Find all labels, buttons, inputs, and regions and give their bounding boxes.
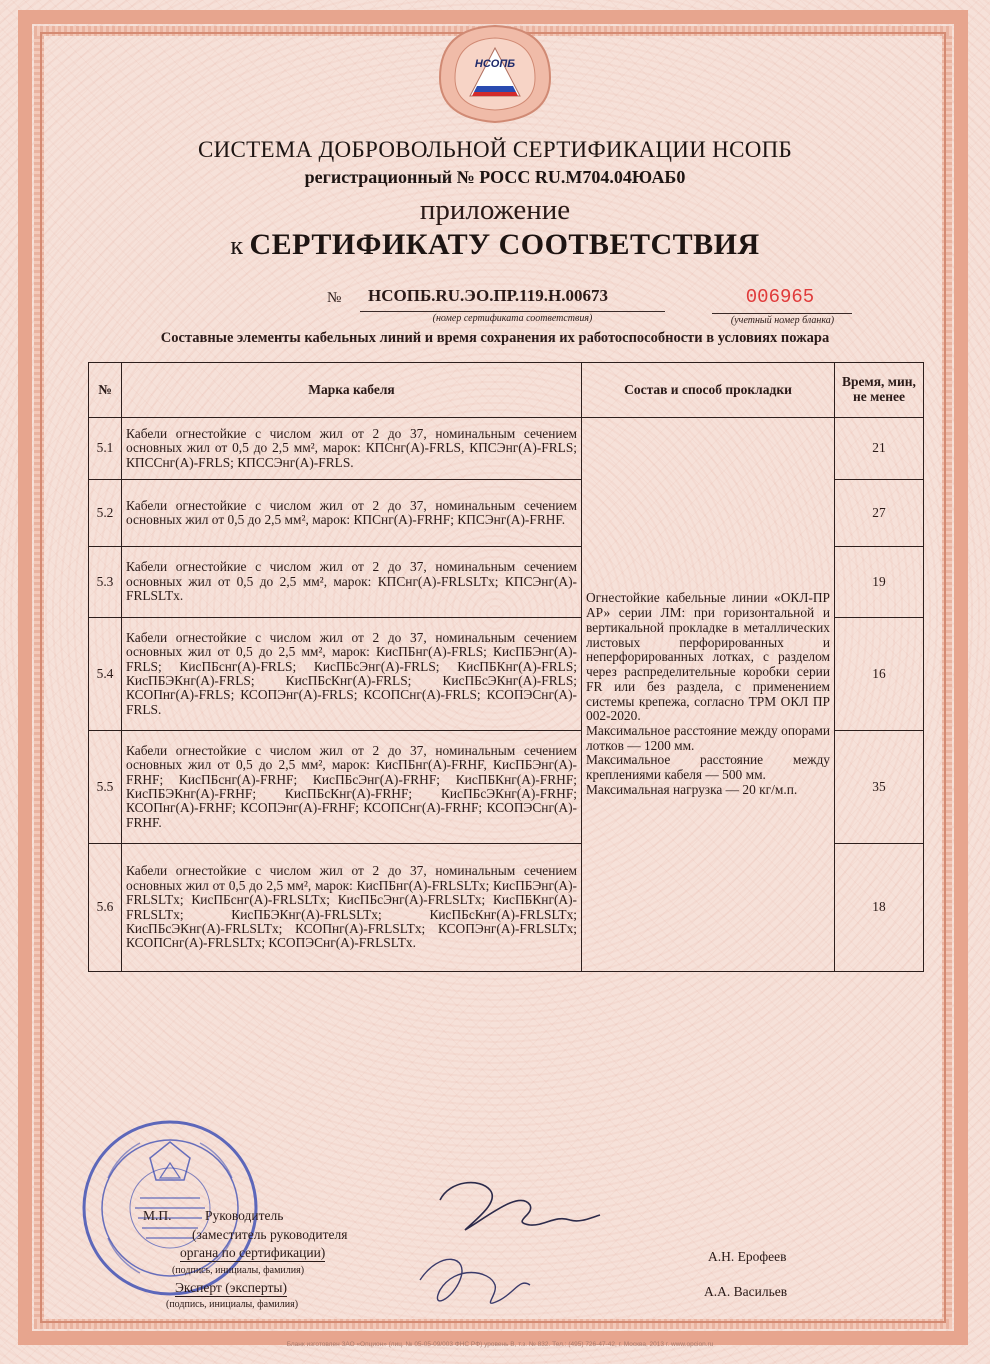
row-time: 16 [835, 618, 924, 731]
cable-table [88, 362, 924, 972]
row-num: 5.5 [89, 731, 122, 844]
certificate-number: НСОПБ.RU.ЭО.ПР.119.Н.00673 [368, 286, 608, 305]
blank-number-caption: (учетный номер бланка) [730, 315, 835, 326]
row-time: 35 [835, 731, 924, 844]
body-label: органа по сертификации) [180, 1245, 326, 1260]
signature-caption-2: (подпись, инициалы, фамилия) [166, 1299, 299, 1310]
table-header-row [89, 363, 924, 418]
row-num: 5.1 [89, 418, 122, 480]
method-text-4: Максимальная нагрузка — 20 кг/м.п. [586, 781, 798, 797]
deputy-label: (заместитель руководителя [192, 1227, 348, 1242]
certificate-title [0, 228, 990, 262]
mp-label: М.П. [143, 1208, 172, 1223]
nsopb-emblem-icon [430, 18, 560, 128]
expert-name: А.А. Васильев [704, 1284, 788, 1299]
row-brand: Кабели огнестойкие с числом жил от 2 до 37, номинальным сечением основных жил от 0,5 до 2,5 мм², марок: КПСнг(А)-FRHF; КПСЭнг(А)-FRHF. [122, 480, 582, 547]
certificate-title-main: СЕРТИФИКАТУ СООТВЕТСТВИЯ [249, 228, 760, 261]
appendix-heading: приложение [419, 194, 571, 226]
row-num: 5.3 [89, 547, 122, 618]
table-caption: Составные элементы кабельных линий и время сохранения их работоспособности в условиях пожара [160, 330, 830, 346]
row-num: 5.6 [89, 844, 122, 972]
system-title: СИСТЕМА ДОБРОВОЛЬНОЙ СЕРТИФИКАЦИИ НСОПБ [197, 137, 793, 162]
row-num: 5.4 [89, 618, 122, 731]
certificate-title-prefix: к [230, 231, 243, 260]
row-num: 5.2 [89, 480, 122, 547]
registration-number: регистрационный № РОСС RU.М704.04ЮАБ0 [304, 167, 686, 187]
header-method: Состав и способ прокладки [582, 363, 835, 418]
row-time: 18 [835, 844, 924, 972]
expert-label: Эксперт (эксперты) [175, 1280, 287, 1295]
row-brand: Кабели огнестойкие с числом жил от 2 до 37, номинальным сечением основных жил от 0,5 до 2,5 мм², марок: КПСнг(А)-FRLS, КПСЭнг(А)-FRLS; КПССнг(А)-FRLS; КПССЭнг(А)-FRLS. [122, 418, 582, 480]
certificate-number-underline [360, 311, 665, 312]
blank-number-underline [712, 313, 852, 314]
row-brand: Кабели огнестойкие с числом жил от 2 до 37, номинальным сечением основных жил от 0,5 до 2,5 мм², марок: КисПБнг(А)-FRLS; КисПБЭнг(А)-FRLS; КисПБснг(А)-FRLS; КисПБсЭнг(А)-FRLS; КисПБКнг(А)-FRLS; КисПБЭКнг(А)-FRLS; КисПБсКнг(А)-FRLS; КисПБсЭКнг(А)-FRLS; КСОПнг(А)-FRLS; КСОПЭнг(А)-FRLS; КСОПСнг(А)-FRLS; КСОПЭСнг(А)-FRLS. [122, 618, 582, 731]
blank-number: 006965 [745, 286, 815, 308]
printer-footer: Бланк изготовлен ЗАО «Опцион» (лиц. № 05-05-09/003 ФНС РФ) уровень В, т.з. № 832. Тел.: (495) 726-47-42, г. Москва, 2013 г. www.opcion.ru [286, 1341, 714, 1348]
method-text-3: Максимальное расстояние между креплениями кабеля — 500 мм. [586, 752, 830, 783]
row-brand: Кабели огнестойкие с числом жил от 2 до 37, номинальным сечением основных жил от 0,5 до 2,5 мм², марок: КПСнг(А)-FRLSLTx; КПСЭнг(А)-FRLSLTx. [122, 547, 582, 618]
method-text-2: Максимальное расстояние между опорами лотков — 1200 мм. [586, 722, 830, 753]
row-time: 21 [835, 418, 924, 480]
row-time: 27 [835, 480, 924, 547]
header-time: Время, мин, не менее [835, 363, 924, 418]
number-sign: № [327, 290, 342, 306]
head-name: А.Н. Ерофеев [708, 1249, 787, 1264]
method-cell [582, 418, 835, 972]
table-row [89, 418, 924, 480]
row-time: 19 [835, 547, 924, 618]
row-brand: Кабели огнестойкие с числом жил от 2 до 37, номинальным сечением основных жил от 0,5 до 2,5 мм², марок: КисПБнг(А)-FRHF, КисПБЭнг(А)-FRHF; КисПБснг(А)-FRHF; КисПБсЭнг(А)-FRHF; КисПБКнг(А)-FRHF; КисПБЭКнг(А)-FRHF; КисПБсКнг(А)-FRHF; КисПБсЭКнг(А)-FRHF; КСОПнг(А)-FRHF; КСОПЭнг(А)-FRHF; КСОПСнг(А)-FRHF; КСОПЭСнг(А)-FRHF. [122, 731, 582, 844]
signature-caption-1: (подпись, инициалы, фамилия) [172, 1265, 305, 1276]
row-brand: Кабели огнестойкие с числом жил от 2 до 37, номинальным сечением основных жил от 0,5 до 2,5 мм², марок: КисПБнг(А)-FRLSLTx; КисПБЭнг(А)-FRLSLTx; КисПБснг(А)-FRLSLTx; КисПБсЭнг(А)-FRLSLTx; КисПБКнг(А)-FRLSLTx; КисПБЭКнг(А)-FRLSLTx; КисПБсКнг(А)-FRLSLTx; КисПБсЭКнг(А)-FRLSLTx; КСОПнг(А)-FRLSLTx; КСОПЭнг(А)-FRLSLTx; КСОПСнг(А)-FRLSLTx; КСОПЭСнг(А)-FRLSLTx. [122, 844, 582, 972]
handwritten-signature-icon [380, 1160, 610, 1330]
certificate-number-caption: (номер сертификата соответствия) [432, 313, 593, 324]
header-num: № [89, 363, 122, 418]
header-brand: Марка кабеля [122, 363, 582, 418]
method-text: Огнестойкие кабельные линии «ОКЛ-ПР АР» серии ЛМ: при горизонтальной и вертикальной прокладке в металлических листовых перфорированных и неперфорированных лотках, с разделом через распределительные коробки серии FR или без раздела, с применением системы крепежа, согласно ТРМ ОКЛ ПР 002-2020. [586, 590, 830, 724]
head-label: Руководитель [205, 1208, 284, 1223]
emblem-label: НСОПБ [474, 58, 516, 70]
